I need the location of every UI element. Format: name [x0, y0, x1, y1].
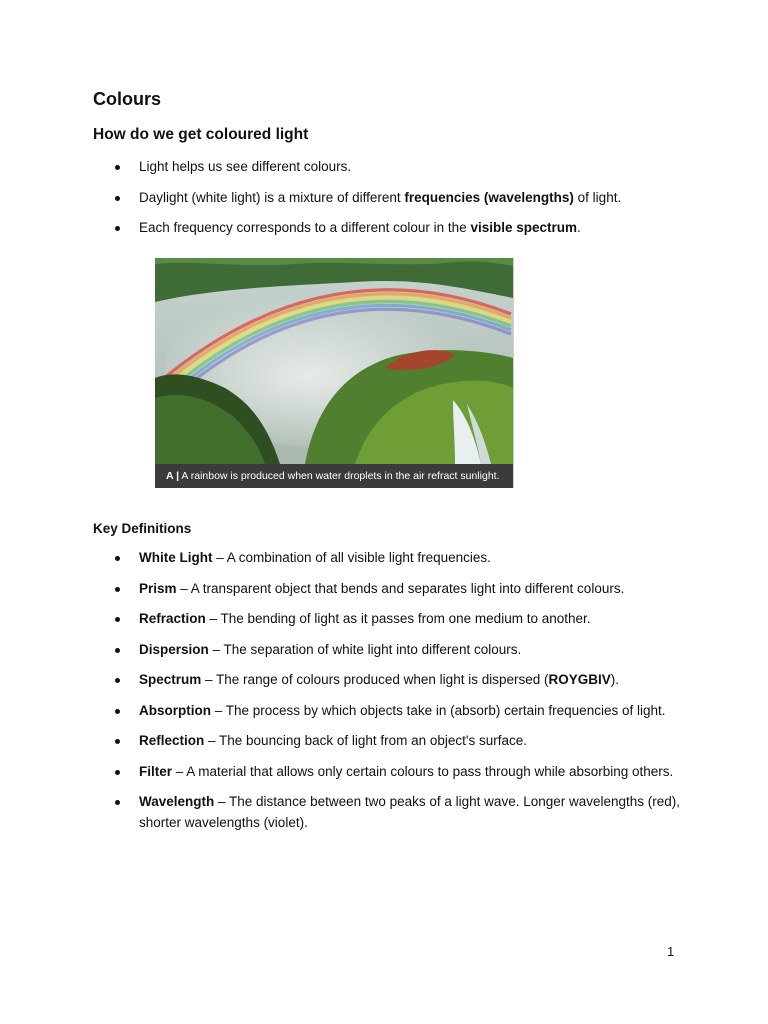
list-item	[93, 218, 683, 239]
list-item	[93, 731, 683, 752]
text-run: – The bouncing back of light from an object's surface.	[204, 733, 528, 748]
bullet-dot	[115, 709, 120, 714]
definitions-list	[93, 548, 683, 843]
list-item	[93, 609, 683, 630]
bold-term: Wavelength	[139, 794, 215, 809]
bullet-dot	[115, 739, 120, 744]
intro-bullet-list	[93, 157, 683, 249]
text-run: – A combination of all visible light frequencies.	[212, 550, 491, 565]
bold-term: Dispersion	[139, 641, 209, 657]
text-run: Daylight (white light) is a mixture of different	[139, 189, 405, 205]
list-item	[93, 701, 683, 722]
list-item	[93, 579, 683, 600]
text-run: – The separation of white light into different colours.	[208, 641, 522, 657]
bullet-dot	[115, 678, 120, 683]
list-item	[93, 548, 683, 569]
text-run: – The distance between two peaks of a light wave. Longer wavelengths (red), shorter wavelengths (violet).	[139, 794, 681, 830]
list-item	[93, 157, 683, 178]
text-run: – The bending of light as it passes from one medium to another.	[205, 611, 591, 626]
figure-caption-text: A rainbow is produced when water droplets in the air refract sunlight.	[179, 470, 500, 482]
text-run: – The range of colours produced when light is dispersed (	[201, 672, 549, 687]
page-title: Colours	[93, 89, 162, 109]
bold-term: ROYGBIV	[548, 672, 611, 687]
bullet-dot	[115, 800, 120, 805]
rainbow-photo	[155, 258, 513, 464]
text-run: of light.	[573, 189, 622, 205]
bullet-dot	[115, 587, 120, 592]
list-item	[93, 640, 683, 661]
bold-term: White Light	[139, 550, 213, 565]
bold-term: frequencies (wavelengths)	[404, 189, 574, 205]
text-run: Light helps us see different colours.	[139, 159, 352, 174]
list-item	[93, 792, 683, 833]
bullet-dot	[115, 770, 120, 775]
section-heading: How do we get coloured light	[93, 126, 309, 143]
list-item	[93, 670, 683, 691]
definitions-heading: Key Definitions	[93, 521, 192, 536]
bullet-dot	[115, 196, 120, 201]
text-run: .	[577, 220, 581, 235]
page-number: 1	[667, 944, 675, 959]
figure-caption-label: A |	[166, 470, 180, 482]
rainbow-figure	[155, 258, 514, 488]
text-run: Each frequency corresponds to a different colour in the	[139, 220, 471, 235]
text-run: – A transparent object that bends and separates light into different colours.	[176, 580, 625, 596]
bullet-dot	[115, 617, 120, 622]
bullet-dot	[115, 226, 120, 231]
text-run: – The process by which objects take in (absorb) certain frequencies of light.	[211, 702, 666, 718]
bullet-dot	[115, 165, 120, 170]
text-run: – A material that allows only certain colours to pass through while absorbing others.	[172, 763, 674, 779]
text-run: ).	[610, 672, 619, 687]
bold-term: Filter	[139, 763, 173, 779]
bullet-dot	[115, 556, 120, 561]
bold-term: Refraction	[139, 611, 206, 626]
bold-term: Reflection	[139, 733, 205, 748]
bullet-dot	[115, 648, 120, 653]
list-item	[93, 188, 683, 209]
list-item	[93, 762, 683, 783]
figure-caption	[155, 464, 513, 488]
bold-term: Absorption	[139, 702, 211, 718]
bold-term: Prism	[139, 580, 177, 596]
bold-term: visible spectrum	[470, 220, 577, 235]
bold-term: Spectrum	[139, 672, 202, 687]
